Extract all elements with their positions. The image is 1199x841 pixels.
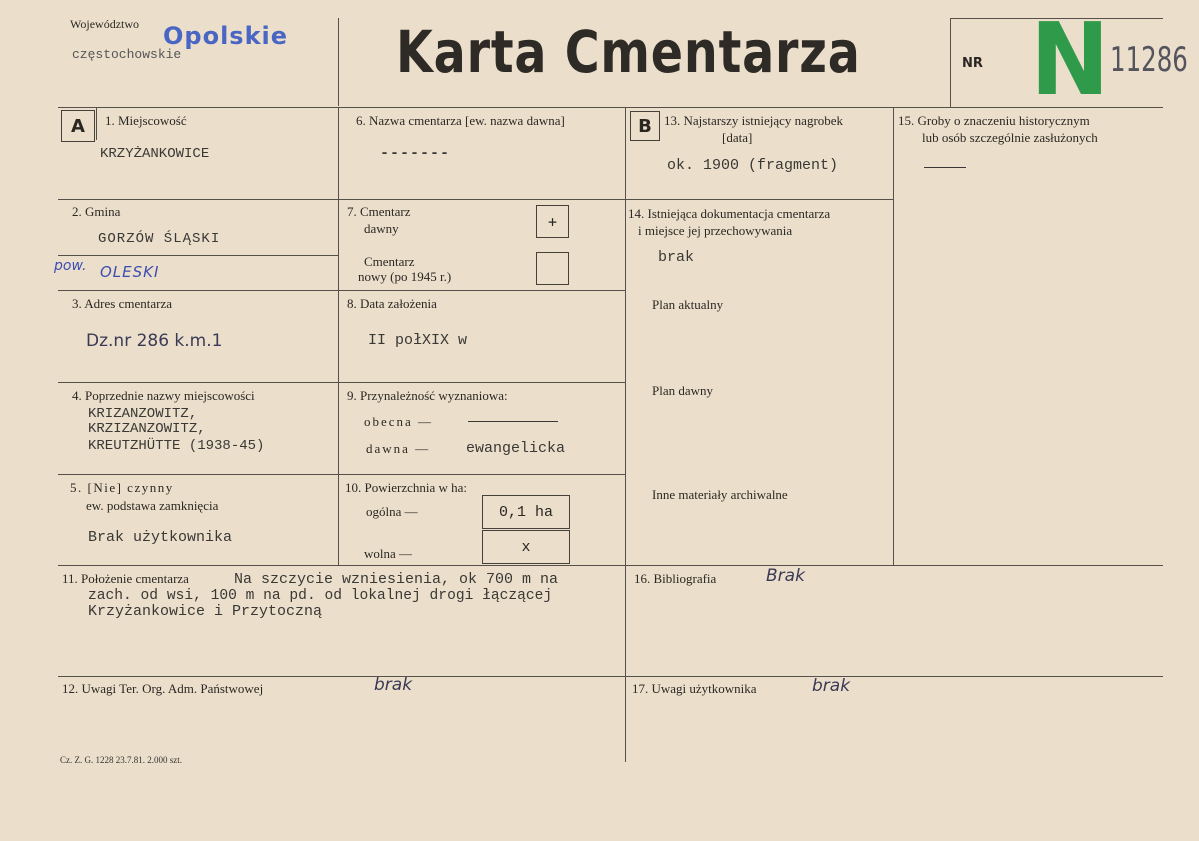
f9-label: 9. Przynależność wyznaniowa: [347, 388, 508, 403]
f7-label3: Cmentarz [364, 254, 415, 269]
f13-label2: [data] [722, 130, 753, 145]
f7-nowy-checkbox[interactable] [536, 252, 569, 285]
f9-obecna-label: obecna — [364, 414, 434, 429]
f3-label: 3. Adres cmentarza [72, 296, 172, 311]
print-info: Cz. Z. G. 1228 23.7.81. 2.000 szt. [60, 755, 182, 765]
f4-label: 4. Poprzednie nazwy miejscowości [72, 388, 255, 403]
f14-inne: Inne materiały archiwalne [652, 487, 788, 502]
f13-value: ok. 1900 (fragment) [667, 157, 839, 174]
row-line-b1 [625, 199, 893, 200]
f4-line3: KREUTZHÜTTE (1938-45) [88, 438, 265, 454]
f11-line1: Na szczycie wzniesienia, ok 700 m na [234, 571, 559, 588]
header-divider-left [338, 18, 339, 106]
f1-label: 1. Miejscowość [105, 113, 187, 128]
wojewodztwo-typed: częstochowskie [72, 47, 182, 62]
f7-dawny-checkbox[interactable]: + [536, 205, 569, 238]
section-a-divider [96, 107, 97, 140]
f7-label4: nowy (po 1945 r.) [358, 269, 452, 284]
wojewodztwo-label: Województwo [70, 17, 140, 31]
main-top-line [58, 107, 1163, 108]
row-line-6 [58, 676, 1163, 677]
row-line-3 [58, 382, 625, 383]
f7-label1: 7. Cmentarz [347, 204, 411, 219]
f8-label: 8. Data założenia [347, 296, 437, 311]
nr-number: 11286 [1110, 40, 1188, 80]
f16-label: 16. Bibliografia [634, 571, 717, 586]
f17-value: brak [812, 676, 851, 696]
f5-label2: ew. podstawa zamknięcia [86, 498, 219, 513]
row-line-4 [58, 474, 625, 475]
f2-label: 2. Gmina [72, 204, 121, 219]
f15-label2: lub osób szczególnie zasłużonych [922, 130, 1098, 145]
f3-value: Dz.nr 286 k.m.1 [86, 331, 223, 351]
f10-wolna-value: x [482, 530, 570, 564]
f5-label1: 5. [Nie] czynny [70, 480, 174, 495]
f14-label2: i miejsce jej przechowywania [638, 223, 793, 238]
page-title: Karta Cmentarza [396, 18, 861, 86]
f10-ogolna-value: 0,1 ha [482, 495, 570, 529]
nr-letter: N [1030, 1, 1110, 118]
f4-line1: KRIZANZOWITZ, [88, 406, 198, 422]
col-divider-3 [893, 107, 894, 565]
nr-box-left [950, 18, 951, 108]
f6-value: ------- [380, 145, 451, 162]
f14-plan-aktualny: Plan aktualny [652, 297, 724, 312]
f13-label1: 13. Najstarszy istniejący nagrobek [664, 113, 844, 128]
f7-label2: dawny [364, 221, 399, 236]
f17-label: 17. Uwagi użytkownika [632, 681, 757, 696]
f9-dawna-value: ewangelicka [466, 440, 566, 457]
section-a-box: A [61, 110, 95, 142]
f14-plan-dawny: Plan dawny [652, 383, 714, 398]
f10-ogolna-label: ogólna — [366, 504, 418, 519]
f12-value: brak [374, 675, 413, 695]
f12-label: 12. Uwagi Ter. Org. Adm. Państwowej [62, 681, 264, 696]
f2-value: GORZÓW ŚLĄSKI [98, 231, 221, 247]
section-b-box: B [630, 111, 660, 141]
f15-label1: 15. Groby o znaczeniu historycznym [898, 113, 1090, 128]
row-line-2 [58, 290, 625, 291]
f1-value: KRZYŻANKOWICE [100, 146, 210, 162]
row-line-1 [58, 199, 625, 200]
gmina-underline [58, 255, 338, 256]
f8-value: II połXIX w [368, 332, 468, 349]
f11-line3: Krzyżankowice i Przytoczną [88, 603, 323, 620]
f5-value: Brak użytkownika [88, 529, 233, 546]
wojewodztwo-stamp: Opolskie [163, 22, 289, 50]
f15-dash [924, 167, 966, 168]
f14-value: brak [658, 249, 695, 266]
col-divider-1 [338, 107, 339, 565]
f9-dawna-label: dawna — [366, 441, 431, 456]
f10-wolna-label: wolna — [364, 546, 413, 561]
f14-label1: 14. Istniejąca dokumentacja cmentarza [628, 206, 831, 221]
f2-pow-prefix: pow. [54, 258, 87, 274]
f16-value: Brak [766, 566, 805, 586]
f4-line2: KRZIZANZOWITZ, [88, 421, 206, 437]
col-divider-2 [625, 107, 626, 762]
row-line-5 [58, 565, 1163, 566]
f11-label: 11. Położenie cmentarza [62, 571, 189, 586]
f10-label: 10. Powierzchnia w ha: [345, 480, 468, 495]
f6-label: 6. Nazwa cmentarza [ew. nazwa dawna] [356, 113, 565, 128]
f11-line2: zach. od wsi, 100 m na pd. od lokalnej drogi łączącej [88, 588, 553, 604]
f2-pow-value: OLESKI [100, 263, 160, 281]
nr-label: NR [962, 56, 983, 71]
f9-obecna-dash [468, 421, 558, 422]
